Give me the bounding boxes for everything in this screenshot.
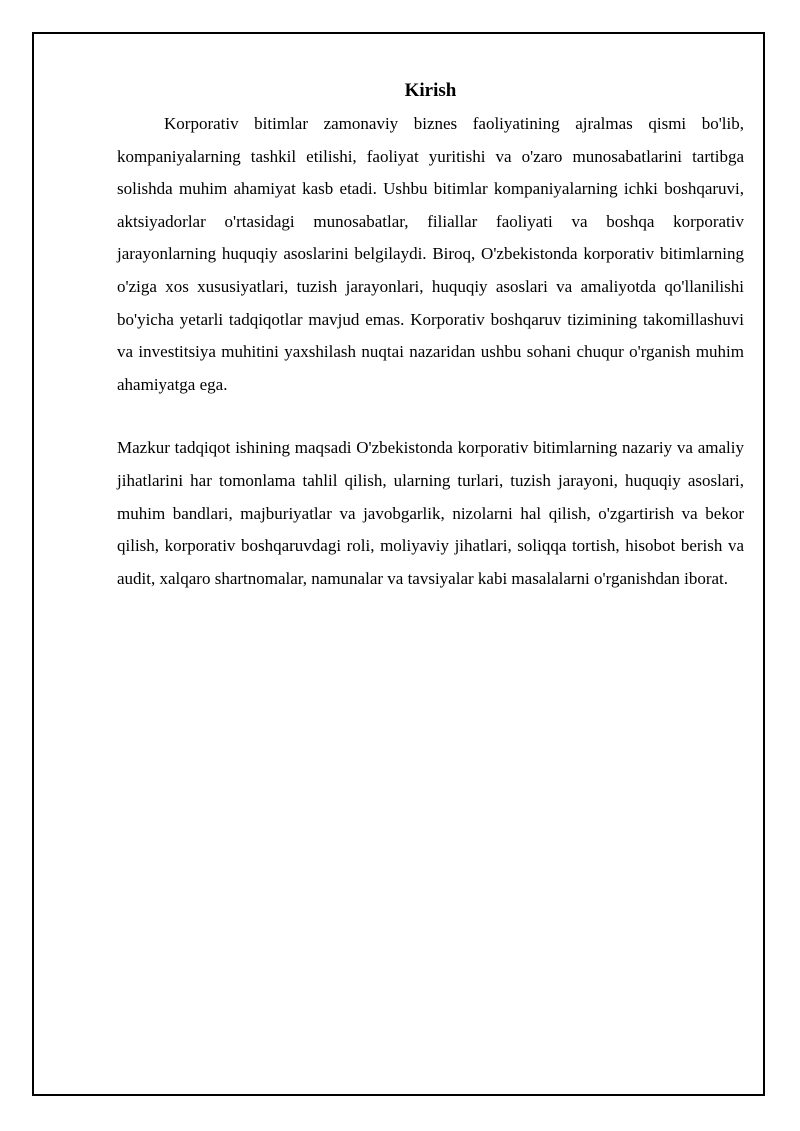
document-title: Kirish <box>404 80 457 101</box>
document-body <box>117 77 744 595</box>
page-border <box>32 32 765 1096</box>
paragraph-intro: Korporativ bitimlar zamonaviy biznes faoliyatining ajralmas qismi bo'lib, kompaniyalarning tashkil etilishi, faoliyat yuritishi va o'zaro munosabatlarini tartibga solishda muhim ahamiyat kasb etadi. Ushbu bitimlar kompaniyalarning ichki boshqaruvi, aktsiyadorlar o'rtasidagi munosabatlar, filiallar faoliyati va boshqa korporativ jarayonlarning huquqiy asoslarini belgilaydi. Biroq, O'zbekistonda korporativ bitimlarning o'ziga xos xususiyatlari, tuzish jarayonlari, huquqiy asoslari va amaliyotda qo'llanilishi bo'yicha yetarli tadqiqotlar mavjud emas. Korporativ boshqaruv tizimining takomillashuvi va investitsiya muhitini yaxshilash nuqtai nazaridan ushbu sohani chuqur o'rganish muhim ahamiyatga ega. <box>117 114 744 394</box>
paragraph-goal: Mazkur tadqiqot ishining maqsadi O'zbekistonda korporativ bitimlarning nazariy va amaliy jihatlarini har tomonlama tahlil qilish, ularning turlari, tuzish jarayoni, huquqiy asoslari, muhim bandlari, majburiyatlar va javobgarlik, nizolarni hal qilish, o'zgartirish va bekor qilish, korporativ boshqaruvdagi roli, moliyaviy jihatlari, soliqqa tortish, hisobot berish va audit, xalqaro shartnomalar, namunalar va tavsiyalar kabi masalalarni o'rganishdan iborat. <box>117 438 744 588</box>
paragraph-spacer <box>117 401 744 432</box>
